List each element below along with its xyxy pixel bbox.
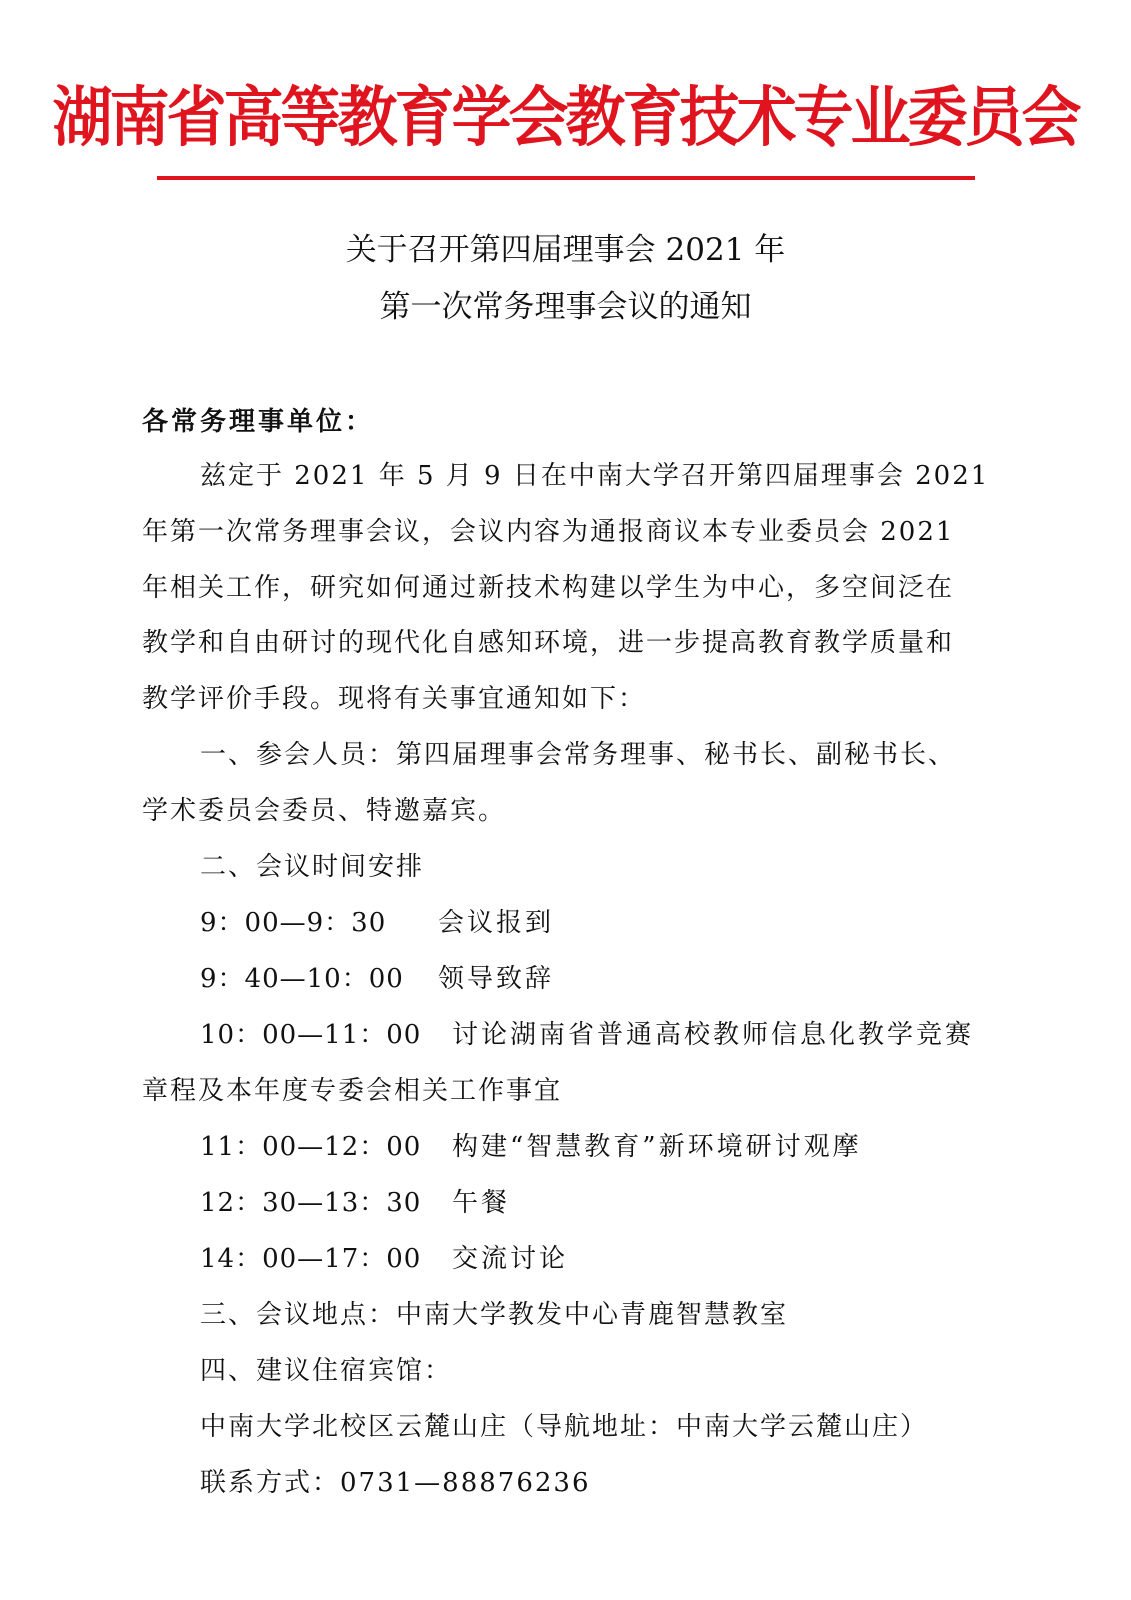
schedule-row (200, 1129, 862, 1165)
schedule-item: 交流讨论 (452, 1244, 569, 1274)
schedule-item: 构建“智慧教育”新环境研讨观摩 (452, 1132, 862, 1162)
section-schedule-heading: 二、会议时间安排 (200, 852, 425, 882)
schedule-item: 午餐 (452, 1188, 511, 1218)
section-venue: 三、会议地点：中南大学教发中心青鹿智慧教室 (200, 1300, 789, 1330)
section-attendees: 一、参会人员：第四届理事会常务理事、秘书长、副秘书长、 (200, 740, 957, 770)
schedule-row (200, 1185, 511, 1221)
salutation: 各常务理事单位： (142, 407, 375, 437)
intro-line: 年第一次常务理事会议，会议内容为通报商议本专业委员会 2021 (142, 517, 955, 547)
intro-line: 教学评价手段。现将有关事宜通知如下： (142, 684, 647, 714)
schedule-row (200, 961, 555, 997)
intro-line: 兹定于 2021 年 5 月 9 日在中南大学召开第四届理事会 2021 (200, 461, 990, 491)
schedule-time: 14：00—17：00 (200, 1244, 422, 1274)
schedule-time: 12：30—13：30 (200, 1188, 422, 1218)
schedule-row (200, 1017, 975, 1053)
schedule-row (200, 905, 555, 941)
intro-line: 教学和自由研讨的现代化自感知环境，进一步提高教育教学质量和 (142, 628, 955, 658)
section-attendees-cont: 学术委员会委员、特邀嘉宾。 (142, 796, 507, 826)
notice-title-line-2: 第一次常务理事会议的通知 (379, 289, 752, 325)
header-divider (157, 176, 975, 180)
schedule-item: 讨论湖南省普通高校教师信息化教学竞赛 (452, 1020, 975, 1050)
schedule-item-cont: 章程及本年度专委会相关工作事宜 (142, 1076, 563, 1106)
organization-header: 湖南省高等教育学会教育技术专业委员会 (52, 80, 1079, 156)
notice-title-line-1: 关于召开第四届理事会 2021 年 (345, 232, 786, 268)
schedule-time: 10：00—11：00 (200, 1020, 422, 1050)
schedule-item: 领导致辞 (438, 964, 555, 994)
schedule-row (200, 1241, 569, 1277)
schedule-item: 会议报到 (438, 908, 555, 938)
hotel-info: 中南大学北校区云麓山庄（导航地址：中南大学云麓山庄） (200, 1412, 929, 1442)
schedule-time: 9：00—9：30 (200, 908, 387, 938)
section-hotel-heading: 四、建议住宿宾馆： (200, 1356, 453, 1386)
intro-line: 年相关工作，研究如何通过新技术构建以学生为中心，多空间泛在 (142, 573, 955, 603)
schedule-time: 9：40—10：00 (200, 964, 404, 994)
schedule-time: 11：00—12：00 (200, 1132, 422, 1162)
contact-info: 联系方式：0731—88876236 (200, 1468, 591, 1498)
